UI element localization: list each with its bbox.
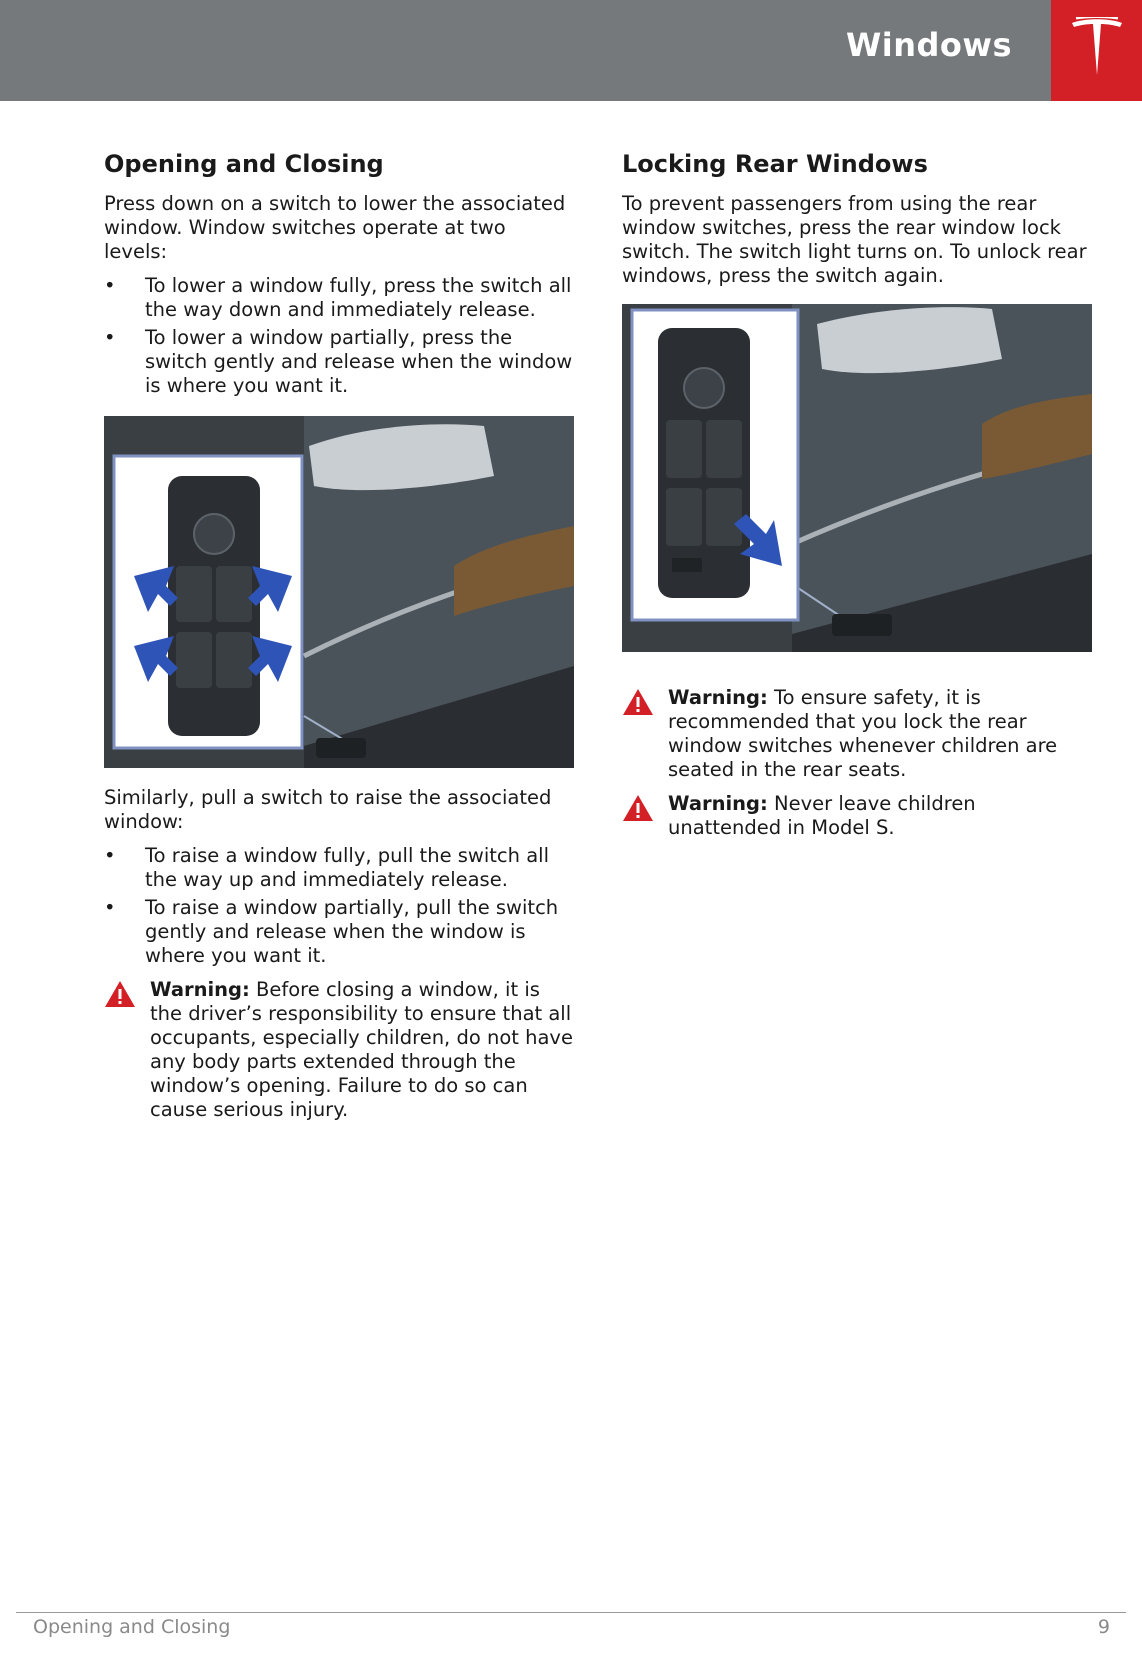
warning-text xyxy=(668,686,1092,782)
list-item: • To lower a window fully, press the switch all the way down and immediately release. xyxy=(104,274,574,322)
page-number: 9 xyxy=(1097,1616,1110,1638)
warning-body: Never leave children unattended in Model S. xyxy=(668,792,976,839)
locking-intro-paragraph: To prevent passengers from using the rear window switches, press the rear window lock switch. The switch light turns on. To unlock rear windows, press the switch again. xyxy=(622,192,1087,287)
page-header xyxy=(0,0,1142,101)
warning-triangle-icon xyxy=(622,794,654,822)
warning-closing-window xyxy=(104,978,574,1122)
section-heading-locking-rear-windows: Locking Rear Windows xyxy=(622,150,928,178)
window-switch-press-figure xyxy=(104,416,574,768)
list-item: • To lower a window partially, press the switch gently and release when the window is where you want it. xyxy=(104,326,574,398)
rear-window-lock-figure xyxy=(622,304,1092,652)
warning-lock-rear-switches xyxy=(622,686,1092,782)
warning-label: Warning: xyxy=(668,686,768,709)
list-item: • To raise a window fully, pull the switch all the way up and immediately release. xyxy=(104,844,574,892)
warning-children-unattended xyxy=(622,792,1092,840)
warning-body: To ensure safety, it is recommended that you lock the rear window switches whenever children are seated in the rear seats. xyxy=(668,686,1058,781)
logo-box xyxy=(1051,0,1142,101)
warning-text xyxy=(150,978,574,1122)
warning-label: Warning: xyxy=(150,978,250,1001)
raise-intro-paragraph: Similarly, pull a switch to raise the associated window: xyxy=(104,786,552,833)
right-column xyxy=(622,150,1092,840)
warning-triangle-icon xyxy=(622,688,654,716)
list-item: • To raise a window partially, pull the switch gently and release when the window is where you want it. xyxy=(104,896,574,968)
warning-triangle-icon xyxy=(104,980,136,1008)
section-heading-opening-closing: Opening and Closing xyxy=(104,150,384,178)
raise-window-list xyxy=(104,844,574,968)
footer-section-name: Opening and Closing xyxy=(33,1616,231,1638)
warning-text xyxy=(668,792,1092,840)
left-column xyxy=(104,150,574,1122)
chapter-title: Windows xyxy=(845,26,1012,64)
warning-body: Before closing a window, it is the driver’s responsibility to ensure that all occupants, especially children, do not have any body parts extended through the window’s opening. Failure to do so can cause serious injury. xyxy=(150,978,573,1121)
intro-paragraph: Press down on a switch to lower the associated window. Window switches operate at two levels: xyxy=(104,192,566,263)
footer-divider xyxy=(16,1612,1126,1613)
warning-label: Warning: xyxy=(668,792,768,815)
lower-window-list xyxy=(104,274,574,398)
tesla-t-logo-icon xyxy=(1070,17,1124,77)
